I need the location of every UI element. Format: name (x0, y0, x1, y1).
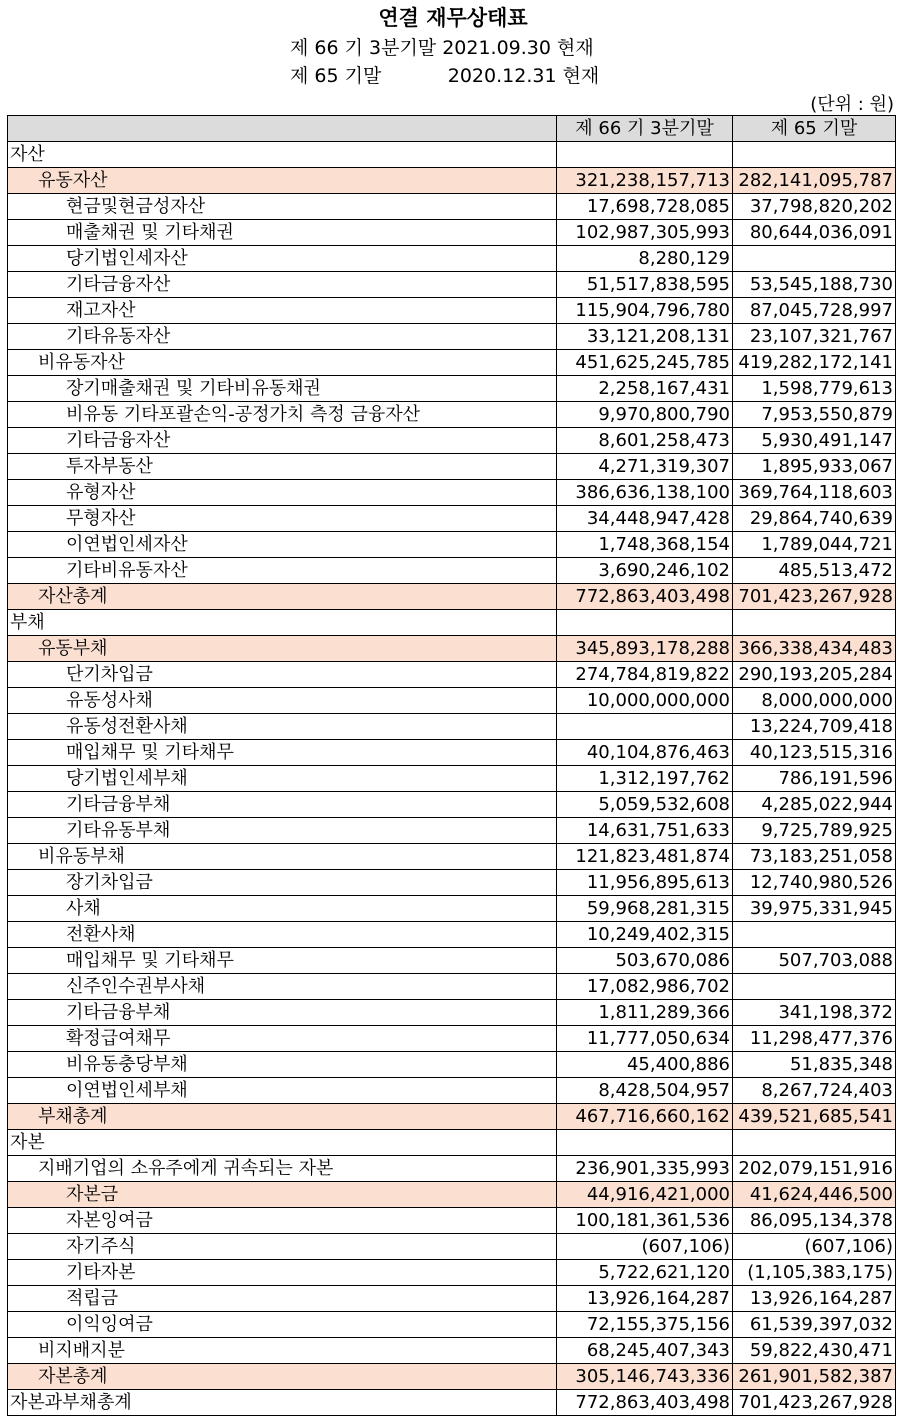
account-name: 무형자산 (8, 506, 557, 532)
account-name: 적립금 (8, 1286, 557, 1312)
current-period-value: (607,106) (557, 1234, 733, 1260)
previous-period-value (733, 610, 896, 636)
current-period-value: 4,271,319,307 (557, 454, 733, 480)
current-period-value: 2,258,167,431 (557, 376, 733, 402)
previous-period-value: 8,267,724,403 (733, 1078, 896, 1104)
table-row (8, 168, 896, 194)
account-name: 기타금융자산 (8, 272, 557, 298)
table-row (8, 220, 896, 246)
previous-period-value: (1,105,383,175) (733, 1260, 896, 1286)
table-row (8, 350, 896, 376)
previous-period-value: 366,338,434,483 (733, 636, 896, 662)
previous-period-value: 13,224,709,418 (733, 714, 896, 740)
table-row (8, 1182, 896, 1208)
account-name: 이연법인세자산 (8, 532, 557, 558)
previous-period-value: 701,423,267,928 (733, 1390, 896, 1416)
account-name: 부채 (8, 610, 557, 636)
current-period-value: 8,280,129 (557, 246, 733, 272)
previous-period-value: (607,106) (733, 1234, 896, 1260)
table-row (8, 688, 896, 714)
current-period-value: 115,904,796,780 (557, 298, 733, 324)
previous-period-value: 261,901,582,387 (733, 1364, 896, 1390)
current-period-value: 72,155,375,156 (557, 1312, 733, 1338)
current-period-value: 274,784,819,822 (557, 662, 733, 688)
current-period-value: 1,748,368,154 (557, 532, 733, 558)
table-row (8, 662, 896, 688)
table-row (8, 1260, 896, 1286)
previous-period-value: 341,198,372 (733, 1000, 896, 1026)
previous-period-value (733, 246, 896, 272)
current-period-value (557, 1130, 733, 1156)
current-period-value: 102,987,305,993 (557, 220, 733, 246)
previous-period-value: 1,789,044,721 (733, 532, 896, 558)
table-row (8, 844, 896, 870)
table-row (8, 1208, 896, 1234)
account-name: 당기법인세부채 (8, 766, 557, 792)
account-name: 확정급여채무 (8, 1026, 557, 1052)
current-period-value: 772,863,403,498 (557, 1390, 733, 1416)
period-line-current: 제 66 기 3분기말 2021.09.30 현재 (290, 37, 594, 59)
table-row (8, 324, 896, 350)
account-name: 사채 (8, 896, 557, 922)
table-row (8, 194, 896, 220)
table-row (8, 1052, 896, 1078)
previous-period-value: 51,835,348 (733, 1052, 896, 1078)
current-period-value: 59,968,281,315 (557, 896, 733, 922)
previous-period-value (733, 922, 896, 948)
table-row (8, 792, 896, 818)
current-period-value: 1,312,197,762 (557, 766, 733, 792)
current-period-value: 17,082,986,702 (557, 974, 733, 1000)
account-name: 자산총계 (8, 584, 557, 610)
document-title: 연결 재무상태표 (378, 6, 528, 30)
table-row (8, 1390, 896, 1416)
table-row (8, 142, 896, 168)
current-period-value: 10,000,000,000 (557, 688, 733, 714)
previous-period-value: 507,703,088 (733, 948, 896, 974)
previous-period-value (733, 1130, 896, 1156)
account-name: 기타유동부채 (8, 818, 557, 844)
table-row (8, 272, 896, 298)
account-name: 기타금융자산 (8, 428, 557, 454)
account-name: 비유동부채 (8, 844, 557, 870)
account-name: 비유동 기타포괄손익-공정가치 측정 금융자산 (8, 402, 557, 428)
balance-sheet-table (7, 115, 896, 1416)
previous-period-value (733, 142, 896, 168)
table-row (8, 948, 896, 974)
table-row (8, 1130, 896, 1156)
account-name: 매출채권 및 기타채권 (8, 220, 557, 246)
account-name: 자본금 (8, 1182, 557, 1208)
current-period-value: 34,448,947,428 (557, 506, 733, 532)
table-row (8, 298, 896, 324)
current-period-value: 100,181,361,536 (557, 1208, 733, 1234)
previous-period-value: 41,624,446,500 (733, 1182, 896, 1208)
current-period-value (557, 142, 733, 168)
table-row (8, 428, 896, 454)
previous-period-value: 23,107,321,767 (733, 324, 896, 350)
current-period-value: 451,625,245,785 (557, 350, 733, 376)
previous-period-value: 13,926,164,287 (733, 1286, 896, 1312)
header-account (8, 116, 557, 142)
table-row (8, 558, 896, 584)
current-period-value: 1,811,289,366 (557, 1000, 733, 1026)
account-name: 이익잉여금 (8, 1312, 557, 1338)
current-period-value: 11,777,050,634 (557, 1026, 733, 1052)
account-name: 자산 (8, 142, 557, 168)
previous-period-value: 59,822,430,471 (733, 1338, 896, 1364)
account-name: 매입채무 및 기타채무 (8, 948, 557, 974)
previous-period-value: 61,539,397,032 (733, 1312, 896, 1338)
table-row (8, 1312, 896, 1338)
table-row (8, 818, 896, 844)
current-period-value: 17,698,728,085 (557, 194, 733, 220)
current-period-value: 14,631,751,633 (557, 818, 733, 844)
previous-period-value: 87,045,728,997 (733, 298, 896, 324)
table-row (8, 1286, 896, 1312)
table-row (8, 1364, 896, 1390)
previous-period-value: 37,798,820,202 (733, 194, 896, 220)
account-name: 기타비유동자산 (8, 558, 557, 584)
account-name: 자기주식 (8, 1234, 557, 1260)
table-row (8, 532, 896, 558)
table-row (8, 402, 896, 428)
previous-period-value: 11,298,477,376 (733, 1026, 896, 1052)
account-name: 현금및현금성자산 (8, 194, 557, 220)
previous-period-value: 86,095,134,378 (733, 1208, 896, 1234)
account-name: 기타금융부채 (8, 792, 557, 818)
current-period-value: 13,926,164,287 (557, 1286, 733, 1312)
table-row (8, 1156, 896, 1182)
previous-period-value: 9,725,789,925 (733, 818, 896, 844)
account-name: 투자부동산 (8, 454, 557, 480)
account-name: 유동자산 (8, 168, 557, 194)
table-row (8, 1078, 896, 1104)
account-name: 매입채무 및 기타채무 (8, 740, 557, 766)
table-row (8, 1234, 896, 1260)
account-name: 자본총계 (8, 1364, 557, 1390)
previous-period-value: 80,644,036,091 (733, 220, 896, 246)
table-row (8, 636, 896, 662)
table-row (8, 1104, 896, 1130)
table-row (8, 896, 896, 922)
account-name: 단기차입금 (8, 662, 557, 688)
previous-period-value: 7,953,550,879 (733, 402, 896, 428)
current-period-value: 121,823,481,874 (557, 844, 733, 870)
previous-period-value: 701,423,267,928 (733, 584, 896, 610)
table-header-row (8, 116, 896, 142)
account-name: 장기차입금 (8, 870, 557, 896)
current-period-value: 44,916,421,000 (557, 1182, 733, 1208)
previous-period-value: 4,285,022,944 (733, 792, 896, 818)
current-period-value: 5,059,532,608 (557, 792, 733, 818)
account-name: 자본과부채총계 (8, 1390, 557, 1416)
table-row (8, 974, 896, 1000)
current-period-value (557, 610, 733, 636)
account-name: 재고자산 (8, 298, 557, 324)
current-period-value (557, 714, 733, 740)
table-row (8, 766, 896, 792)
table-row (8, 480, 896, 506)
current-period-value: 11,956,895,613 (557, 870, 733, 896)
account-name: 유동성전환사채 (8, 714, 557, 740)
current-period-value: 9,970,800,790 (557, 402, 733, 428)
previous-period-value: 786,191,596 (733, 766, 896, 792)
account-name: 부채총계 (8, 1104, 557, 1130)
previous-period-value: 1,895,933,067 (733, 454, 896, 480)
account-name: 유동부채 (8, 636, 557, 662)
account-name: 자본잉여금 (8, 1208, 557, 1234)
account-name: 기타자본 (8, 1260, 557, 1286)
unit-label: (단위 : 원) (810, 94, 894, 115)
current-period-value: 8,601,258,473 (557, 428, 733, 454)
table-row (8, 454, 896, 480)
previous-period-value (733, 974, 896, 1000)
table-row (8, 584, 896, 610)
current-period-value: 68,245,407,343 (557, 1338, 733, 1364)
current-period-value: 45,400,886 (557, 1052, 733, 1078)
document-header (0, 0, 906, 115)
account-name: 비유동충당부채 (8, 1052, 557, 1078)
current-period-value: 3,690,246,102 (557, 558, 733, 584)
account-name: 장기매출채권 및 기타비유동채권 (8, 376, 557, 402)
previous-period-value: 419,282,172,141 (733, 350, 896, 376)
table-row (8, 506, 896, 532)
current-period-value: 5,722,621,120 (557, 1260, 733, 1286)
table-row (8, 1338, 896, 1364)
table-row (8, 1000, 896, 1026)
previous-period-value: 8,000,000,000 (733, 688, 896, 714)
table-row (8, 714, 896, 740)
header-current-period: 제 66 기 3분기말 (557, 116, 733, 142)
account-name: 기타금융부채 (8, 1000, 557, 1026)
previous-period-value: 202,079,151,916 (733, 1156, 896, 1182)
table-row (8, 740, 896, 766)
table-row (8, 922, 896, 948)
current-period-value: 345,893,178,288 (557, 636, 733, 662)
current-period-value: 503,670,086 (557, 948, 733, 974)
current-period-value: 33,121,208,131 (557, 324, 733, 350)
table-row (8, 246, 896, 272)
current-period-value: 8,428,504,957 (557, 1078, 733, 1104)
account-name: 비유동자산 (8, 350, 557, 376)
current-period-value: 467,716,660,162 (557, 1104, 733, 1130)
account-name: 기타유동자산 (8, 324, 557, 350)
previous-period-value: 485,513,472 (733, 558, 896, 584)
previous-period-value: 73,183,251,058 (733, 844, 896, 870)
account-name: 당기법인세자산 (8, 246, 557, 272)
account-name: 이연법인세부채 (8, 1078, 557, 1104)
previous-period-value: 290,193,205,284 (733, 662, 896, 688)
previous-period-value: 39,975,331,945 (733, 896, 896, 922)
table-row (8, 376, 896, 402)
account-name: 비지배지분 (8, 1338, 557, 1364)
current-period-value: 40,104,876,463 (557, 740, 733, 766)
account-name: 신주인수권부사채 (8, 974, 557, 1000)
previous-period-value: 40,123,515,316 (733, 740, 896, 766)
previous-period-value: 439,521,685,541 (733, 1104, 896, 1130)
account-name: 자본 (8, 1130, 557, 1156)
previous-period-value: 29,864,740,639 (733, 506, 896, 532)
table-row (8, 1026, 896, 1052)
current-period-value: 305,146,743,336 (557, 1364, 733, 1390)
account-name: 전환사채 (8, 922, 557, 948)
previous-period-value: 5,930,491,147 (733, 428, 896, 454)
header-previous-period: 제 65 기말 (733, 116, 896, 142)
table-row (8, 870, 896, 896)
account-name: 지배기업의 소유주에게 귀속되는 자본 (8, 1156, 557, 1182)
previous-period-value: 282,141,095,787 (733, 168, 896, 194)
previous-period-value: 1,598,779,613 (733, 376, 896, 402)
table-row (8, 610, 896, 636)
previous-period-value: 53,545,188,730 (733, 272, 896, 298)
current-period-value: 51,517,838,595 (557, 272, 733, 298)
current-period-value: 386,636,138,100 (557, 480, 733, 506)
previous-period-value: 369,764,118,603 (733, 480, 896, 506)
period-line-previous: 제 65 기말 2020.12.31 현재 (290, 65, 600, 87)
current-period-value: 321,238,157,713 (557, 168, 733, 194)
account-name: 유형자산 (8, 480, 557, 506)
previous-period-value: 12,740,980,526 (733, 870, 896, 896)
current-period-value: 236,901,335,993 (557, 1156, 733, 1182)
current-period-value: 772,863,403,498 (557, 584, 733, 610)
current-period-value: 10,249,402,315 (557, 922, 733, 948)
account-name: 유동성사채 (8, 688, 557, 714)
